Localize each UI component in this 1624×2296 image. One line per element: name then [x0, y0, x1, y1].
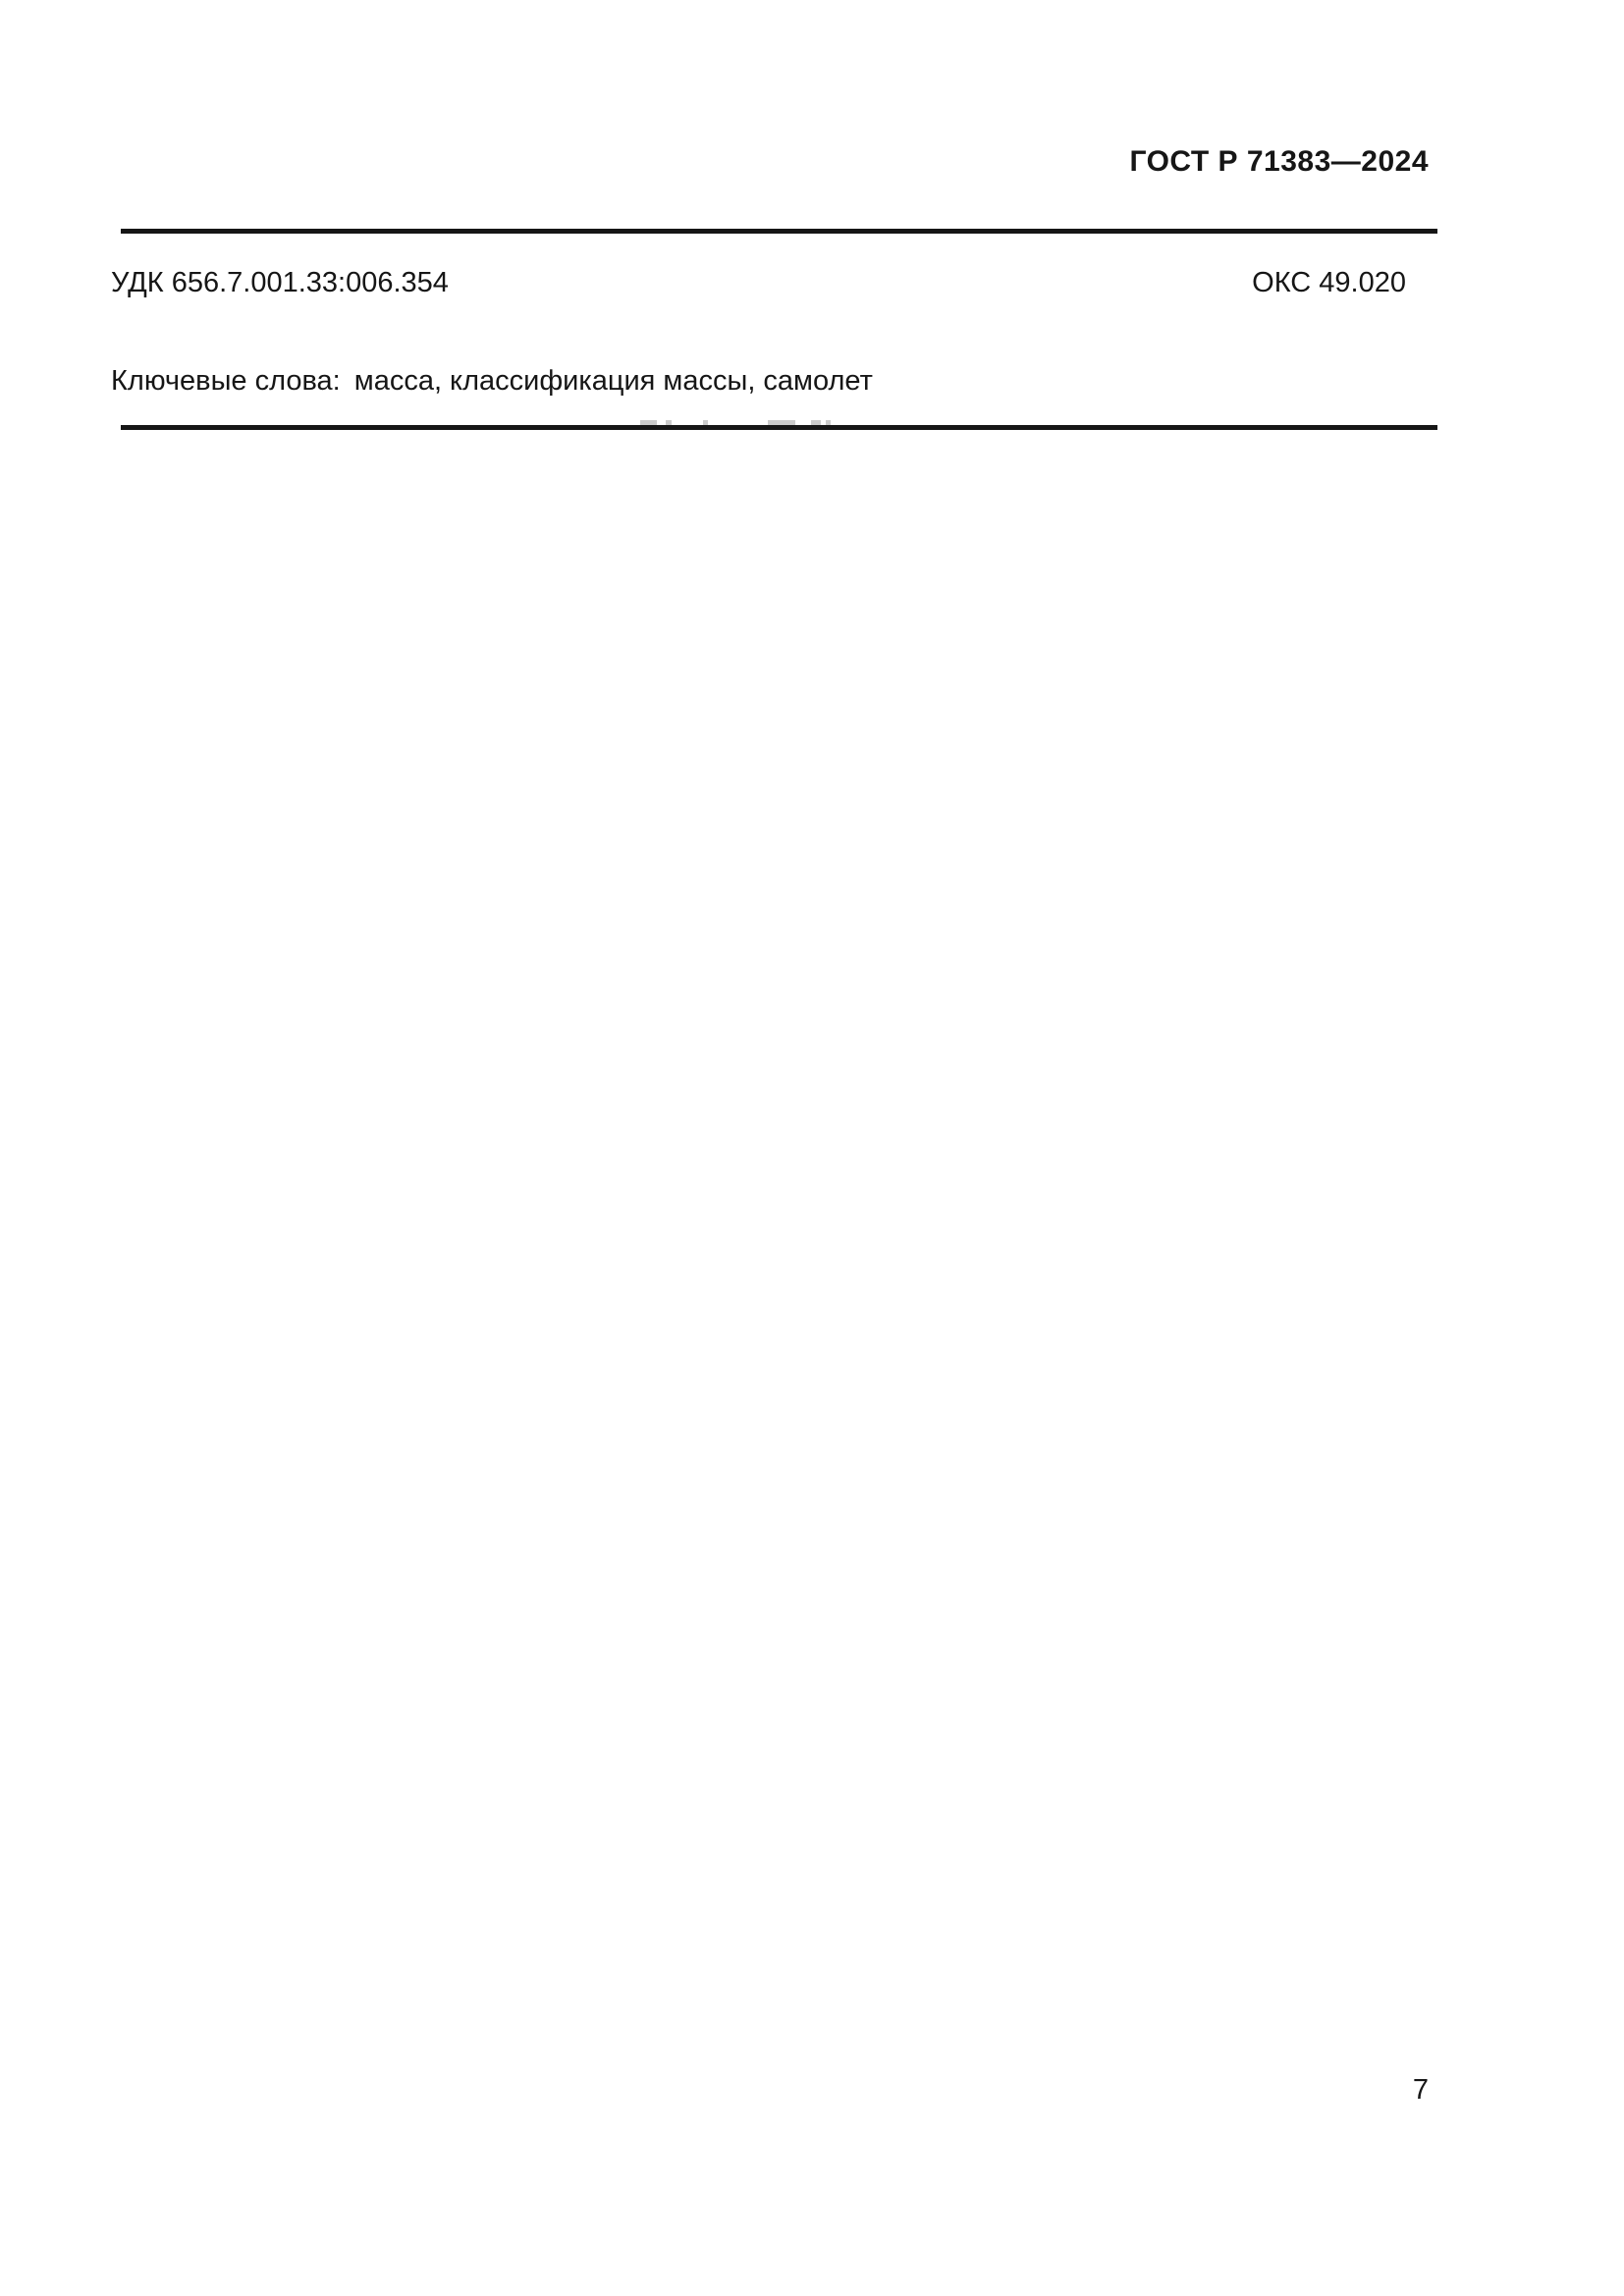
keywords-value: масса, классификация массы, самолет [353, 365, 873, 397]
page-number: 7 [1412, 2074, 1429, 2106]
udk-classification-code: УДК 656.7.001.33:006.354 [111, 267, 449, 298]
bottom-horizontal-rule [121, 425, 1437, 430]
oks-classification-code: ОКС 49.020 [1252, 267, 1406, 298]
keywords-line [111, 365, 873, 398]
keywords-label: Ключевые слова: [111, 365, 341, 397]
standard-code-header: ГОСТ Р 71383—2024 [1129, 145, 1429, 178]
top-horizontal-rule [121, 229, 1437, 234]
